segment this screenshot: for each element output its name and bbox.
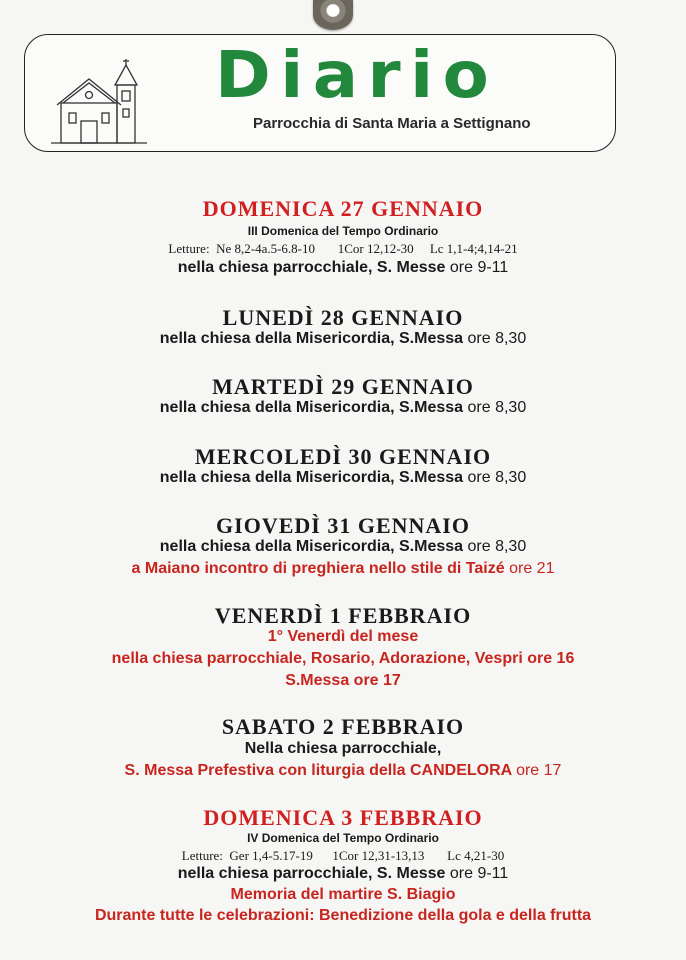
mass-line bbox=[0, 865, 686, 883]
day-heading: MERCOLEDÌ 30 GENNAIO bbox=[194, 444, 492, 469]
mass-line bbox=[0, 330, 686, 348]
mass-time: ore 8,30 bbox=[467, 469, 527, 486]
mass-line bbox=[0, 399, 686, 417]
mass-text: nella chiesa parrocchiale, S. Messe bbox=[177, 865, 446, 882]
mass-text: nella chiesa della Misericordia, S.Messa bbox=[159, 330, 464, 347]
readings bbox=[0, 241, 686, 257]
mass-time: ore 8,30 bbox=[467, 330, 527, 347]
reading-3: Lc 1,1-4;4,14-21 bbox=[429, 241, 518, 256]
parish-name: Parrocchia di Santa Maria a Settignano bbox=[253, 115, 531, 132]
page-title: Diario bbox=[215, 39, 499, 113]
mass-text: nella chiesa parrocchiale, S. Messe bbox=[177, 259, 446, 276]
friday-mass: S.Messa ore 17 bbox=[285, 672, 401, 689]
candelora-line bbox=[0, 762, 686, 780]
first-friday: 1° Venerdì del mese bbox=[267, 628, 419, 645]
candelora-text: S. Messa Prefestiva con liturgia della CANDELORA bbox=[124, 762, 512, 779]
liturgy-subtitle: III Domenica del Tempo Ordinario bbox=[247, 224, 439, 238]
mass-time: ore 9-11 bbox=[449, 259, 509, 276]
taize-time: ore 21 bbox=[509, 560, 555, 577]
reading-2: 1Cor 12,31-13,13 bbox=[332, 848, 425, 863]
day-heading: DOMENICA 3 FEBBRAIO bbox=[203, 805, 483, 830]
readings-label: Letture: bbox=[181, 848, 223, 863]
candelora-time: ore 17 bbox=[516, 762, 562, 779]
friday-services: nella chiesa parrocchiale, Rosario, Adorazione, Vespri ore 16 bbox=[111, 650, 575, 667]
taize-line bbox=[0, 560, 686, 578]
reading-3: Lc 4,21-30 bbox=[447, 848, 505, 863]
day-heading: VENERDÌ 1 FEBBRAIO bbox=[214, 603, 472, 628]
readings bbox=[0, 848, 686, 864]
reading-1: Ger 1,4-5.17-19 bbox=[229, 848, 313, 863]
mass-text: nella chiesa della Misericordia, S.Messa bbox=[159, 399, 464, 416]
mass-line bbox=[0, 469, 686, 487]
mass-line bbox=[0, 538, 686, 556]
mass-time: ore 9-11 bbox=[449, 865, 509, 882]
saturday-location: Nella chiesa parrocchiale, bbox=[244, 740, 442, 757]
reading-1: Ne 8,2-4a.5-6.8-10 bbox=[216, 241, 315, 256]
blessing-line: Durante tutte le celebrazioni: Benedizione della gola e della frutta bbox=[94, 907, 592, 924]
mass-time: ore 8,30 bbox=[467, 538, 527, 555]
day-heading: GIOVEDÌ 31 GENNAIO bbox=[216, 513, 470, 538]
day-heading: DOMENICA 27 GENNAIO bbox=[202, 196, 484, 221]
day-heading: MARTEDÌ 29 GENNAIO bbox=[212, 374, 474, 399]
mass-text: nella chiesa della Misericordia, S.Messa bbox=[159, 538, 464, 555]
day-heading: LUNEDÌ 28 GENNAIO bbox=[222, 305, 464, 330]
liturgy-subtitle: IV Domenica del Tempo Ordinario bbox=[247, 831, 439, 845]
mass-time: ore 8,30 bbox=[467, 399, 527, 416]
mass-text: nella chiesa della Misericordia, S.Messa bbox=[159, 469, 464, 486]
mass-line bbox=[0, 259, 686, 277]
taize-text: a Maiano incontro di preghiera nello stile di Taizé bbox=[131, 560, 505, 577]
reading-2: 1Cor 12,12-30 bbox=[337, 241, 414, 256]
readings-label: Letture: bbox=[168, 241, 210, 256]
san-biagio: Memoria del martire S. Biagio bbox=[230, 886, 456, 903]
day-heading: SABATO 2 FEBBRAIO bbox=[221, 714, 465, 739]
